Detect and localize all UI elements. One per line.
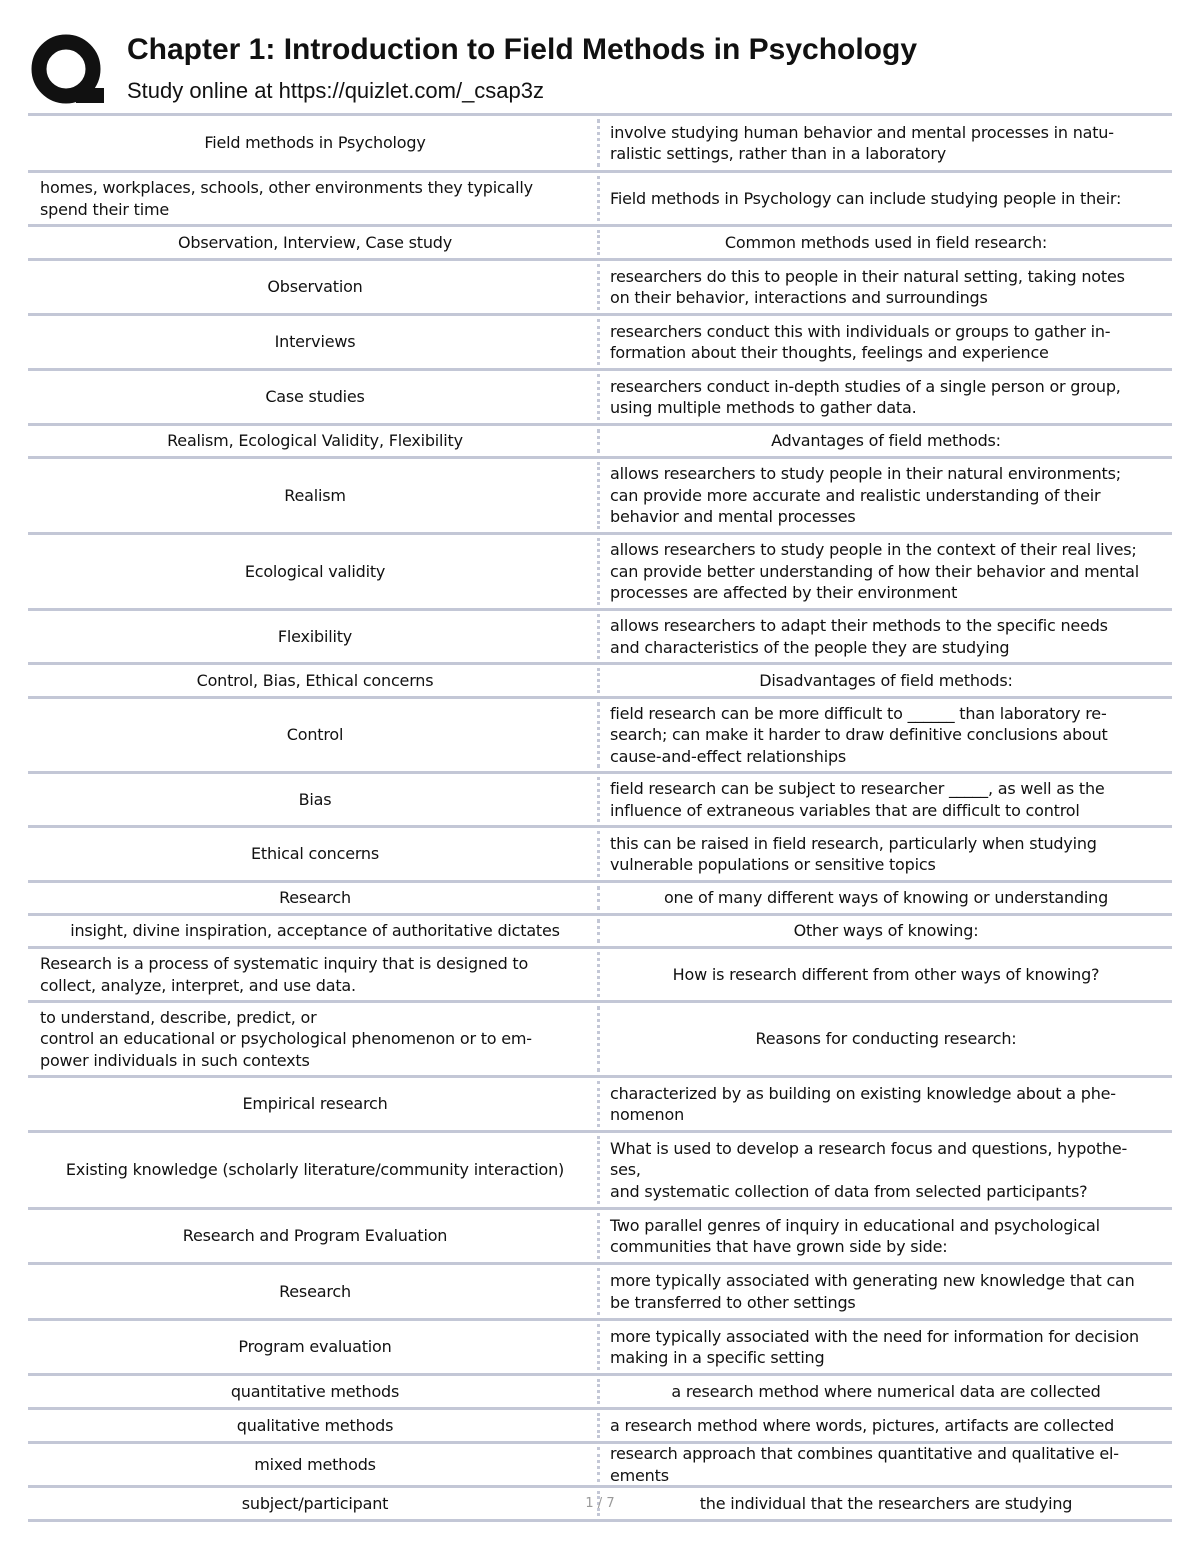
study-link-text: Study online at https://quizlet.com/_csap3z (127, 78, 545, 103)
flashcard-row (28, 426, 1172, 459)
flashcard-row (28, 116, 1172, 173)
flashcard-definition: the individual that the researchers are studying (699, 1493, 1073, 1513)
flashcard-term: insight, divine inspiration, acceptance of authoritative dictates (70, 921, 560, 941)
flashcard-definition: Disadvantages of field methods: (759, 670, 1013, 690)
flashcard-row (28, 1003, 1172, 1078)
flashcard-row (28, 316, 1172, 371)
flashcard-definition: Field methods in Psychology can include studying people in their: (610, 188, 1122, 208)
flashcard-term: quantitative methods (230, 1381, 400, 1401)
flashcard-row (28, 1410, 1172, 1444)
flashcard-definition: a research method where numerical data are collected (671, 1381, 1101, 1401)
flashcard-row (28, 1321, 1172, 1376)
page-header (0, 0, 1200, 112)
flashcard-definition: more typically associated with the need for information for decision making in a specific setting (610, 1326, 1139, 1367)
flashcard-table (28, 113, 1172, 1522)
flashcard-definition: field research can be subject to researcher _____, as well as the influence of extraneous variables that are difficult to control (610, 779, 1105, 820)
flashcard-row (28, 774, 1172, 828)
flashcard-term: to understand, describe, predict, or control an educational or psychological phenomenon or to em- power individuals in such contexts (40, 1007, 532, 1070)
page-indicator: 1 / 7 (585, 1496, 615, 1511)
flashcard-definition: field research can be more difficult to ______ than laboratory re- search; can make it harder to draw definitive conclusions about cause-and-effect relationships (610, 703, 1108, 766)
flashcard-definition: researchers conduct in-depth studies of a single person or group, using multiple methods to gather data. (610, 376, 1121, 417)
flashcard-row (28, 227, 1172, 261)
flashcard-term: Realism, Ecological Validity, Flexibility (167, 431, 463, 451)
flashcard-term: Flexibility (277, 626, 353, 646)
flashcard-term: Research (279, 888, 351, 908)
flashcard-row (28, 916, 1172, 949)
flashcard-term: Observation (267, 277, 363, 297)
flashcard-definition: allows researchers to adapt their methods to the specific needs and characteristics of the people they are studying (610, 616, 1108, 657)
flashcard-row (28, 1265, 1172, 1321)
flashcard-term: Control (286, 725, 344, 745)
flashcard-definition: research approach that combines quantitative and qualitative el- ements (610, 1444, 1119, 1485)
flashcard-definition: allows researchers to study people in the context of their real lives; can provide better understanding of how their behavior and mental processes are affected by their environment (610, 540, 1140, 603)
flashcard-definition: Other ways of knowing: (793, 921, 979, 941)
flashcard-term: subject/participant (241, 1493, 389, 1513)
flashcard-row (28, 949, 1172, 1003)
flashcard-term: Bias (298, 789, 332, 809)
flashcard-definition: Reasons for conducting research: (755, 1029, 1017, 1049)
flashcard-term: Ecological validity (244, 561, 386, 581)
flashcard-definition: researchers do this to people in their natural setting, taking notes on their behavior, interactions and surroundings (610, 266, 1125, 307)
flashcard-definition: a research method where words, pictures, artifacts are collected (610, 1415, 1115, 1435)
quizlet-logo-icon (30, 32, 106, 108)
flashcard-row (28, 1444, 1172, 1488)
flashcard-term: Observation, Interview, Case study (178, 232, 452, 252)
flashcard-definition: more typically associated with generating new knowledge that can be transferred to other settings (610, 1271, 1135, 1312)
flashcard-row (28, 1210, 1172, 1265)
flashcard-row (28, 261, 1172, 316)
flashcard-definition: characterized by as building on existing knowledge about a phe- nomenon (610, 1083, 1116, 1124)
flashcard-term: Field methods in Psychology (204, 133, 426, 153)
flashcard-term: qualitative methods (236, 1415, 394, 1435)
flashcard-row (28, 535, 1172, 611)
flashcard-row (28, 1376, 1172, 1410)
flashcard-term: Existing knowledge (scholarly literature/community interaction) (65, 1160, 565, 1180)
flashcard-row (28, 371, 1172, 426)
flashcard-definition: Advantages of field methods: (771, 431, 1001, 451)
flashcard-definition: Common methods used in field research: (724, 232, 1048, 252)
flashcard-term: Empirical research (242, 1094, 388, 1114)
flashcard-term: Control, Bias, Ethical concerns (196, 670, 434, 690)
flashcard-definition: one of many different ways of knowing or understanding (663, 888, 1109, 908)
flashcard-row (28, 699, 1172, 774)
flashcard-definition: What is used to develop a research focus and questions, hypothe- ses, and systematic collection of data from selected participants? (610, 1138, 1128, 1201)
flashcard-row (28, 1078, 1172, 1133)
flashcard-row (28, 173, 1172, 227)
flashcard-definition: this can be raised in field research, particularly when studying vulnerable populations or sensitive topics (610, 833, 1097, 874)
flashcard-row (28, 883, 1172, 916)
flashcard-term: Realism (284, 485, 346, 505)
flashcard-definition: How is research different from other ways of knowing? (672, 964, 1100, 984)
flashcard-row (28, 665, 1172, 699)
flashcard-row (28, 1133, 1172, 1210)
flashcard-definition: involve studying human behavior and mental processes in natu- ralistic settings, rather than in a laboratory (610, 122, 1114, 163)
flashcard-term: mixed methods (254, 1454, 376, 1474)
flashcard-definition: allows researchers to study people in their natural environments; can provide more accurate and realistic understanding of their behavior and mental processes (610, 464, 1121, 527)
flashcard-term: Research and Program Evaluation (182, 1226, 448, 1246)
flashcard-definition: researchers conduct this with individuals or groups to gather in- formation about their thoughts, feelings and experience (610, 321, 1111, 362)
flashcard-row (28, 828, 1172, 883)
flashcard-term: Program evaluation (238, 1337, 392, 1357)
svg-text:Q: Q (30, 32, 31, 33)
flashcard-definition: Two parallel genres of inquiry in educational and psychological communities that have grown side by side: (610, 1215, 1100, 1256)
flashcard-term: Case studies (265, 387, 365, 407)
flashcard-row (28, 611, 1172, 665)
page-title: Chapter 1: Introduction to Field Methods in Psychology (127, 33, 918, 66)
flashcard-term: Research is a process of systematic inquiry that is designed to collect, analyze, interpret, and use data. (40, 954, 529, 995)
flashcard-term: Ethical concerns (250, 844, 380, 864)
flashcard-term: Interviews (274, 332, 356, 352)
flashcard-row (28, 459, 1172, 535)
flashcard-term: Research (279, 1281, 351, 1301)
flashcard-term: homes, workplaces, schools, other environments they typically spend their time (40, 178, 533, 219)
